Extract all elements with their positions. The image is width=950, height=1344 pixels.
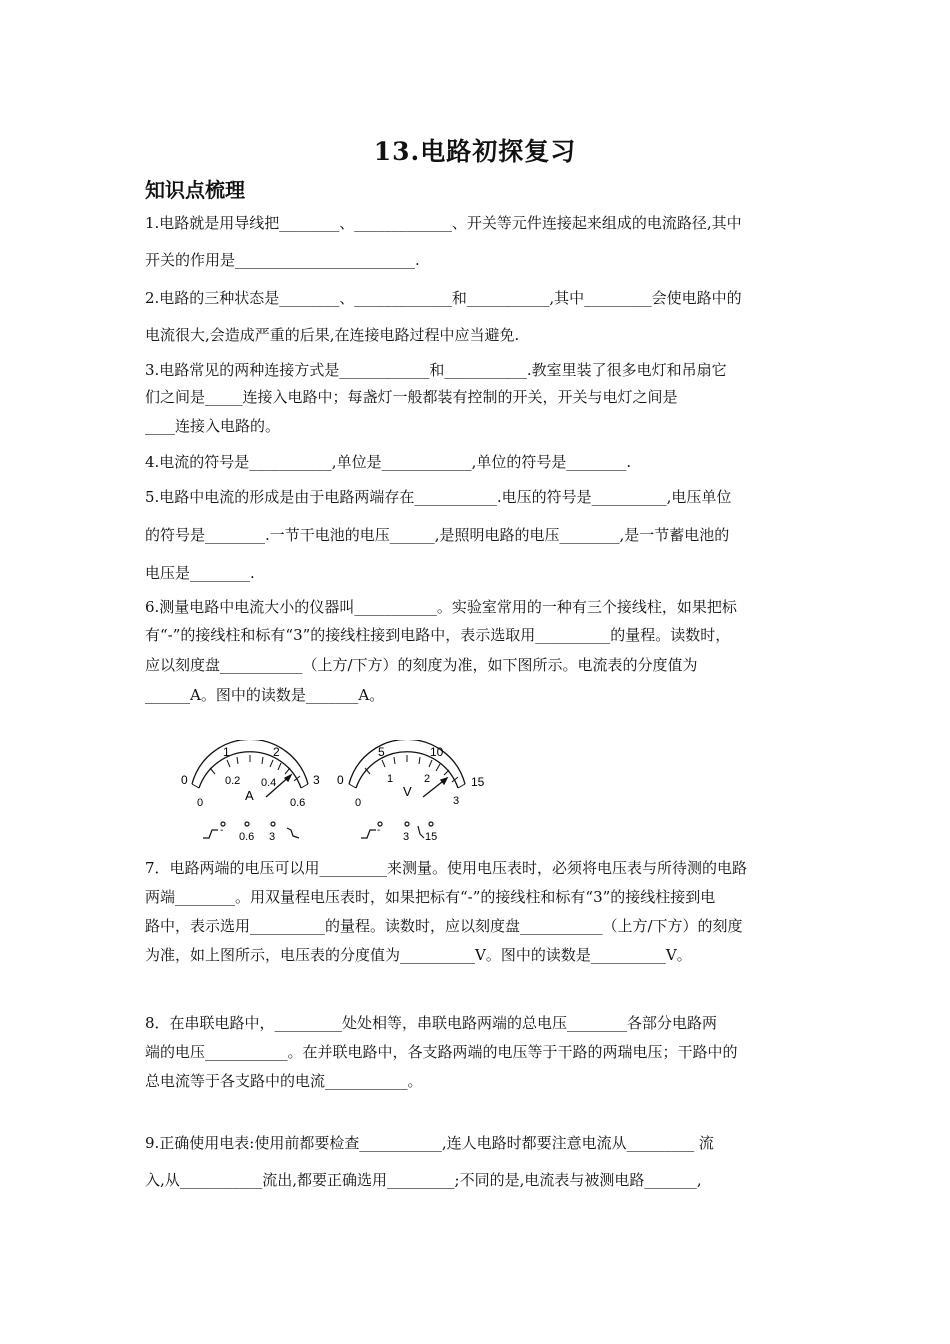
voltmeter-bottom-label: 2 [424,773,431,785]
ammeter-bottom-label: 0.4 [261,777,277,789]
text-line: ____连接入电路的。 [145,417,281,435]
voltmeter-bottom-label: 0 [355,797,362,809]
text-line: 路中，表示选用__________的量程。读数时，应以刻度盘___________（上方/下方）的刻度 [145,917,743,935]
text-line: 有“-”的接线柱和标有“3”的接线柱接到电路中，表示选取用__________的量程。读数时， [145,626,731,644]
text-line: 9.正确使用电表:使用前都要检查___________,连人电路时都要注意电流从_________ 流 [145,1134,714,1152]
ammeter-terminal-label: 0.6 [239,831,255,843]
ammeter-bottom-label: 0 [197,797,204,809]
ammeter-top-label: 3 [313,773,320,787]
ammeter-bottom-label: 0.2 [225,775,241,787]
voltmeter-terminals [361,822,433,838]
voltmeter-top-label: 15 [471,775,485,789]
text-line: 5.电路中电流的形成是由于电路两端存在___________.电压的符号是__________,电压单位 [145,488,732,506]
voltmeter-top-label: 5 [378,745,385,759]
voltmeter-top-label: 0 [337,773,344,787]
text-line: 应以刻度盘___________（上方/下方）的刻度为准，如下图所示。电流表的分度值为 [145,656,698,674]
text-line: 3.电路常见的两种连接方式是____________和___________.教室里装了很多电灯和吊扇它 [145,361,727,379]
text-line: 6.测量电路中电流大小的仪器叫___________。实验室常用的一种有三个接线柱，如果把标 [145,598,737,616]
text-line: 8．在串联电路中，_________处处相等，串联电路两端的总电压________各部分电路两 [145,1014,718,1032]
page-title: 13.电路初探复习 [373,137,577,166]
ammeter-top-label: 0 [181,773,188,787]
ammeter-terminal-label: 3 [269,831,276,843]
text-line: 为准，如上图所示，电压表的分度值为__________V。图中的读数是__________V。 [145,946,692,964]
text-line: 们之间是_____连接入电路中；每盏灯一般都装有控制的开关，开关与电灯之间是 [145,388,678,406]
ammeter-top-label: 2 [273,745,280,759]
text-line: 1.电路就是用导线把________、_____________、开关等元件连接起来组成的电流路径,其中 [145,214,742,232]
text-line: ______A。图中的读数是_______A。 [145,686,385,704]
text-line: 端的电压___________。在并联电路中，各支路两端的电压等于干路的两瑞电压；干路中的 [145,1043,738,1061]
text-line: 4.电流的符号是___________,单位是____________,单位的符号是________. [145,453,632,471]
voltmeter-bottom-label: 3 [453,795,460,807]
voltmeter-symbol: V [403,784,412,799]
ammeter-terminal-label: - [220,825,224,836]
ammeter-symbol: A [245,788,254,803]
voltmeter-terminal-label: 15 [425,831,438,843]
voltmeter-bottom-label: 1 [387,773,394,785]
voltmeter-terminal-label: 3 [403,831,410,843]
text-line: 开关的作用是________________________. [145,251,420,269]
text-line: 电流很大,会造成严重的后果,在连接电路过程中应当避免. [145,326,520,344]
text-line: 电压是________. [145,564,255,582]
ammeter-top-label: 1 [223,745,230,759]
meter-diagrams [175,740,495,850]
section-heading: 知识点梳理 [145,178,245,202]
text-line: 的符号是________.一节干电池的电压______,是照明电路的电压________,是一节蓄电池的 [145,526,730,544]
text-line: 总电流等于各支路中的电流___________。 [145,1072,423,1090]
text-line: 2.电路的三种状态是________、_____________和___________,其中_________会使电路中的 [145,289,742,307]
ammeter-bottom-label: 0.6 [290,797,306,809]
text-line: 两端________。用双量程电压表时，如果把标有“-”的接线柱和标有“3”的接线柱接到电 [145,888,716,906]
text-line: 入,从___________流出,都要正确选用_________;不同的是,电流表与被测电路_______, [145,1171,702,1189]
text-line: 7．电路两端的电压可以用_________来测量。使用电压表时，必须将电压表与所待测的电路 [145,859,748,877]
voltmeter-terminal-label: - [377,825,381,836]
voltmeter-top-label: 10 [430,745,444,759]
